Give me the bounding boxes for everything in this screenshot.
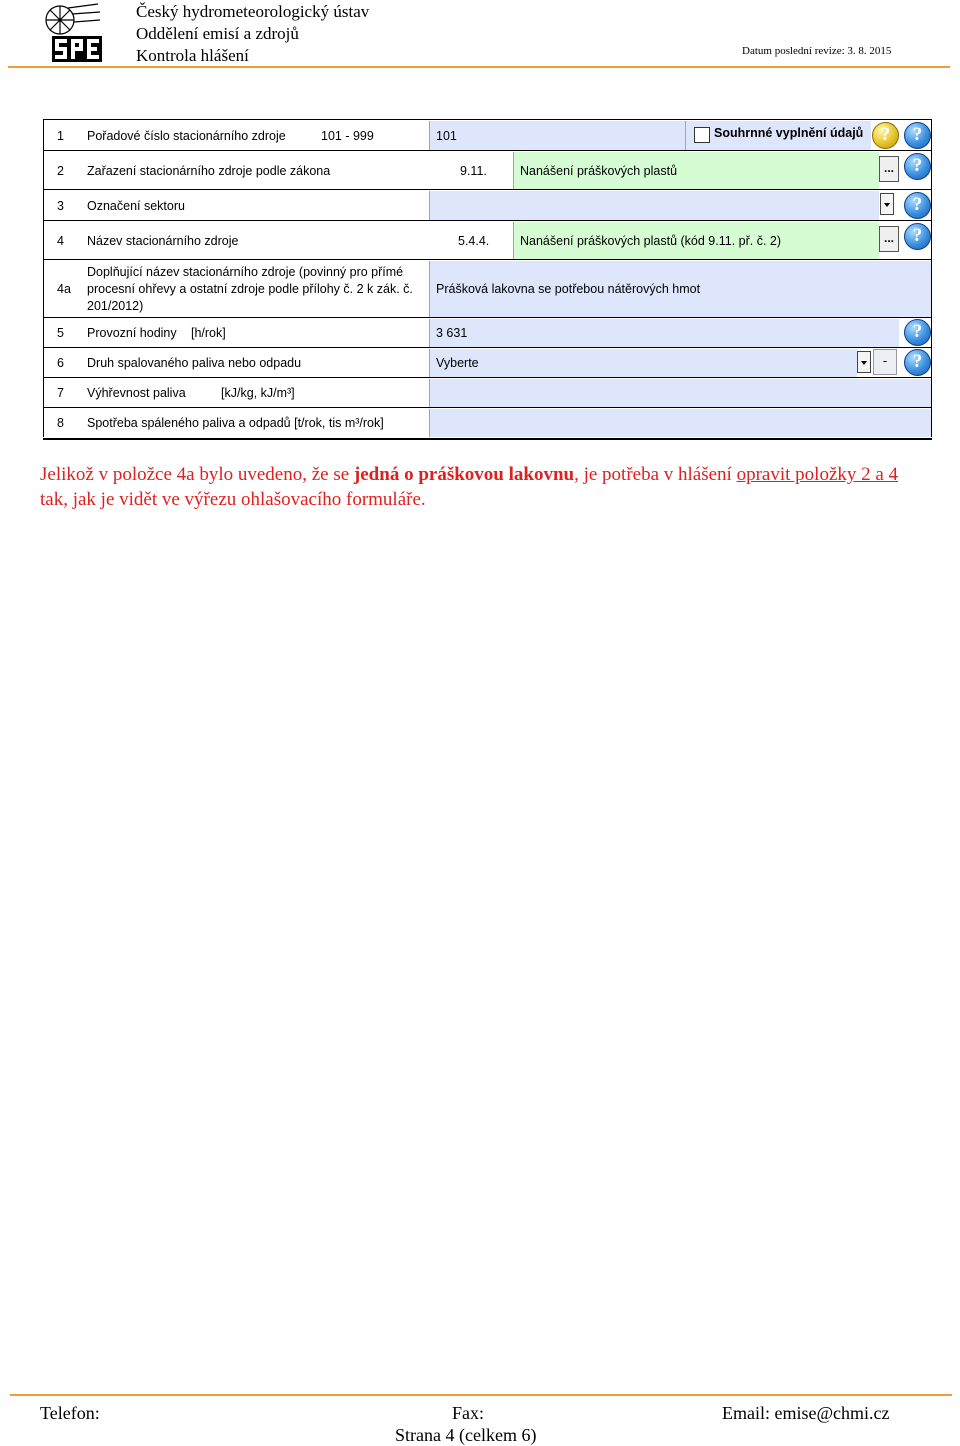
sector-select[interactable] [429,191,879,220]
row-label: Výhřevnost paliva [87,386,186,400]
form-row-4a [43,259,932,318]
row-label: Spotřeba spáleného paliva a odpadů [t/rok, tis m³/rok] [87,416,384,430]
form-row-5 [43,317,932,348]
chevron-down-icon[interactable] [880,193,894,215]
fuel-type-select[interactable]: Vyberte [429,349,857,377]
form-left-border [43,119,44,437]
explanation-paragraph [40,462,920,512]
form-row-4 [43,220,932,260]
paragraph-underlined-text: opravit položky 2 a 4 [736,464,899,485]
row-unit: [kJ/kg, kJ/m³] [221,386,295,400]
row-number: 5 [57,326,64,340]
footer-email: Email: emise@chmi.cz [722,1403,890,1423]
row-number: 3 [57,198,64,213]
browse-button[interactable]: ... [879,156,899,182]
row-code: 9.11. [460,163,487,178]
summary-checkbox[interactable] [694,127,710,143]
row-number: 4 [57,233,64,248]
help-icon[interactable]: ? [904,192,931,219]
form-row-3 [43,189,932,221]
chmi-spe-logo-icon [38,2,104,64]
row-label: Pořadové číslo stacionárního zdroje [87,128,286,143]
row-unit: [h/rok] [191,326,226,340]
remove-button[interactable]: - [873,349,897,375]
row-number: 2 [57,163,64,178]
form-excerpt [43,119,932,437]
row-code: 5.4.4. [458,233,490,248]
paragraph-text: Jelikož v položce 4a bylo uvedeno, že se [40,464,354,485]
row-label: Označení sektoru [87,198,185,213]
paragraph-text: , je potřeba v hlášení [574,464,737,485]
chevron-down-icon[interactable] [857,351,871,373]
footer-phone: Telefon: [40,1403,100,1423]
form-row-2 [43,150,932,190]
row-number: 8 [57,416,64,430]
paragraph-text: tak, jak je vidět ve výřezu ohlašovacího formuláře. [40,489,426,510]
source-number-field[interactable]: 101 [429,121,685,150]
row-label: Zařazení stacionárního zdroje podle zákona [87,163,331,178]
law-classification-field[interactable]: Nanášení práškových plastů [513,152,879,189]
page-header [0,0,960,70]
footer-divider [10,1394,952,1396]
help-icon[interactable]: ? [904,153,931,180]
browse-button[interactable]: ... [879,226,899,252]
header-divider [8,66,950,68]
fuel-consumption-field[interactable] [429,409,932,437]
form-row-8 [43,407,932,440]
form-row-1 [43,119,932,151]
row-number: 4a [57,282,71,296]
source-name-field[interactable]: Nanášení práškových plastů (kód 9.11. př. č. 2) [513,222,879,259]
row-number: 1 [57,128,64,143]
form-row-6 [43,347,932,378]
help-icon[interactable]: ? [904,223,931,250]
calorific-value-field[interactable] [429,379,932,407]
row-label: Druh spalovaného paliva nebo odpadu [87,356,302,370]
summary-checkbox-area [685,121,871,150]
page-number: Strana 4 (celkem 6) [395,1425,537,1445]
row-number: 7 [57,386,64,400]
row-label: Provozní hodiny [87,326,177,340]
row-range: 101 - 999 [321,128,374,143]
additional-name-field[interactable]: Prášková lakovna se potřebou nátěrových hmot [429,261,932,317]
form-row-7 [43,377,932,408]
revision-date: Datum poslední revize: 3. 8. 2015 [742,45,892,57]
help-icon[interactable]: ? [904,319,931,346]
row-label: Doplňující název stacionárního zdroje (povinný pro přímé procesní ohřevy a ostatní zdroje podle přílohy č. 2 k zák. č. 201/2012) [87,264,413,313]
help-icon[interactable]: ? [904,122,931,149]
footer-fax: Fax: [452,1403,485,1423]
paragraph-bold-text: jedná o práškovou lakovnu [353,464,575,485]
row-label: Název stacionárního zdroje [87,233,239,248]
row-number: 6 [57,356,64,370]
institute-name: Český hydrometeorologický ústav [136,2,370,21]
document-title: Kontrola hlášení [136,46,249,65]
help-icon[interactable]: ? [904,349,931,376]
form-right-border [931,119,932,437]
department-name: Oddělení emisí a zdrojů [136,24,299,43]
operating-hours-field[interactable]: 3 631 [429,319,899,347]
help-yellow-icon[interactable]: ? [872,122,899,149]
summary-checkbox-label: Souhrnné vyplnění údajů [714,126,864,140]
